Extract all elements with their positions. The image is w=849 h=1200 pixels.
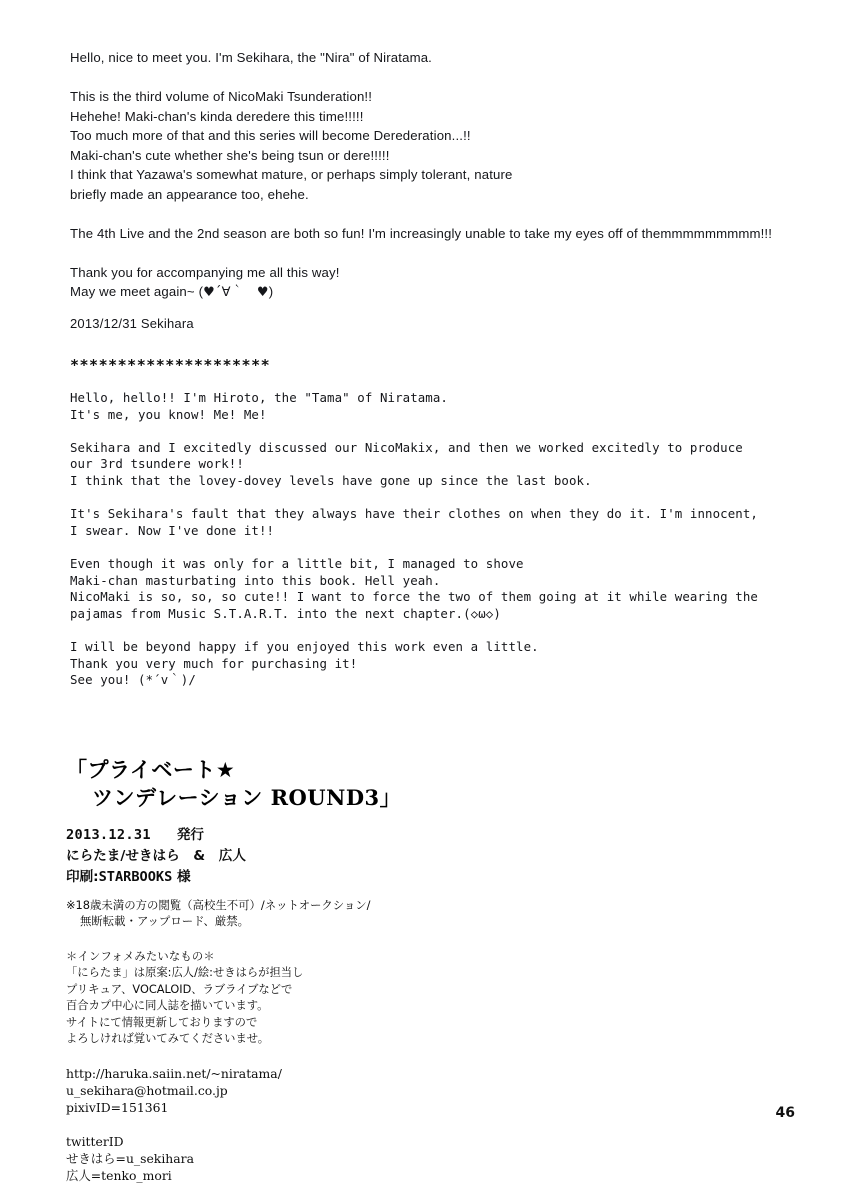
book-title-line2 [66, 784, 626, 812]
publication-date: 2013.12.31 [66, 827, 151, 843]
afterword-line: Thank you very much for purchasing it! [70, 655, 358, 671]
afterword-line: Even though it was only for a little bit, I managed to shove [70, 555, 524, 571]
paragraph-gap [70, 490, 810, 507]
afterword-line: Hehehe! Maki-chan's kinda deredere this time!!!!! [70, 108, 364, 124]
afterword-line: I swear. Now I've done it!! [70, 522, 275, 538]
paragraph-gap [70, 539, 810, 556]
afterword-line: Hello, hello!! I'm Hiroto, the "Tama" of Niratama. [70, 390, 448, 405]
paragraph-gap [70, 622, 810, 639]
star-divider: ********************* [70, 356, 271, 374]
afterword-line: Hello, nice to meet you. I'm Sekihara, the "Nira" of Niratama. [70, 50, 433, 65]
information-header: ＊インフォメみたいなもの＊ [66, 950, 215, 963]
publication-label: 発行 [176, 827, 205, 843]
book-title-line1: 「プライベート★ [66, 758, 236, 782]
printer-name: STARBOOKS [98, 869, 173, 885]
heart-icon: ♥´∀｀ ♥ [203, 285, 269, 300]
information-line: サイトにて情報更新しておりますので [66, 1015, 258, 1029]
afterword-line: NicoMaki is so, so, so cute!! I want to force the two of them going at it while wearing the [70, 589, 758, 605]
publication-info [66, 825, 626, 888]
circle-names: にらたま/せきはら & 広人 [66, 848, 246, 864]
age-notice [66, 897, 626, 929]
twitter-handle: 広人=tenko_mori [66, 1168, 172, 1184]
twitter-info [66, 1133, 626, 1184]
paragraph-gap [70, 68, 800, 88]
circle-row [66, 846, 626, 867]
afterword-line: This is the third volume of NicoMaki Tsunderation!! [70, 89, 373, 104]
afterword-hiroto [70, 390, 810, 689]
farewell-close: ) [268, 284, 274, 299]
afterword-line: Too much more of that and this series will become Derederation...!! [70, 128, 471, 143]
colophon [66, 756, 626, 1184]
book-title-round: ROUND3」 [270, 785, 402, 810]
twitter-header: twitterID [66, 1134, 124, 1150]
book-title [66, 756, 626, 812]
printer-suffix: 様 [177, 869, 191, 885]
afterword-line: Maki-chan masturbating into this book. Hell yeah. [70, 572, 441, 588]
website-url[interactable]: http://haruka.saiin.net/~niratama/ [66, 1066, 282, 1082]
page-number: 46 [775, 1105, 795, 1121]
paragraph-gap [70, 423, 810, 440]
paragraph-gap [70, 204, 800, 224]
afterword-line: I think that the lovey-dovey levels have gone up since the last book. [70, 472, 592, 488]
afterword-line: Thank you for accompanying me all this way! [70, 264, 340, 280]
printer-row [66, 867, 626, 888]
information-line: プリキュア、VOCALOID、ラブライブなどで [66, 982, 293, 996]
afterword-line: Sekihara and I excitedly discussed our NicoMakix, and then we worked excitedly to produce [70, 439, 743, 455]
farewell-text: May we meet again~ ( [70, 284, 204, 299]
age-notice-line2: 無断転載・アップロード、厳禁。 [80, 914, 250, 928]
pixiv-id: pixivID=151361 [66, 1100, 169, 1116]
afterword-line: briefly made an appearance too, ehehe. [70, 186, 309, 202]
afterword-line: Maki-chan's cute whether she's being tsun or dere!!!!! [70, 147, 390, 163]
afterword-farewell [70, 282, 800, 303]
information-line: 百合カプ中心に同人誌を描いています。 [66, 999, 269, 1013]
email-address[interactable]: u_sekihara@hotmail.co.jp [66, 1083, 228, 1099]
printer-label: 印刷: [66, 869, 99, 885]
book-title-line2-ja: ツンデレーション [92, 786, 271, 810]
afterword-line: I will be beyond happy if you enjoyed this work even a little. [70, 638, 539, 654]
publication-date-row [66, 825, 626, 846]
age-notice-line1: ※18歳未満の方の閲覧（高校生不可）/ネットオークション/ [66, 898, 371, 912]
afterword-sekihara [70, 48, 800, 333]
afterword-line: pajamas from Music S.T.A.R.T. into the next chapter.(◇ω◇) [70, 605, 501, 621]
afterword-line: The 4th Live and the 2nd season are both so fun! I'm increasingly unable to take my eyes off of themmmmmmmmm!!! [70, 225, 773, 241]
afterword-line: our 3rd tsundere work!! [70, 456, 244, 472]
afterword-line: I think that Yazawa's somewhat mature, or perhaps simply tolerant, nature [70, 167, 513, 182]
twitter-handle: せきはら=u_sekihara [66, 1151, 194, 1167]
afterword-line: See you! (*´v｀)/ [70, 672, 196, 688]
contact-links [66, 1065, 626, 1116]
afterword-line: It's Sekihara's fault that they always have their clothes on when they do it. I'm innocent, [70, 506, 758, 522]
paragraph-gap [70, 303, 800, 314]
afterword-line: It's me, you know! Me! Me! [70, 406, 267, 422]
information-line: よろしければ覚いてみてくださいませ。 [66, 1032, 270, 1046]
paragraph-gap [70, 243, 800, 263]
information-line: 「にらたま」は原案:広人/絵:せきはらが担当し [66, 966, 304, 980]
circle-information [66, 949, 626, 1047]
afterword-signature: 2013/12/31 Sekihara [70, 315, 194, 331]
